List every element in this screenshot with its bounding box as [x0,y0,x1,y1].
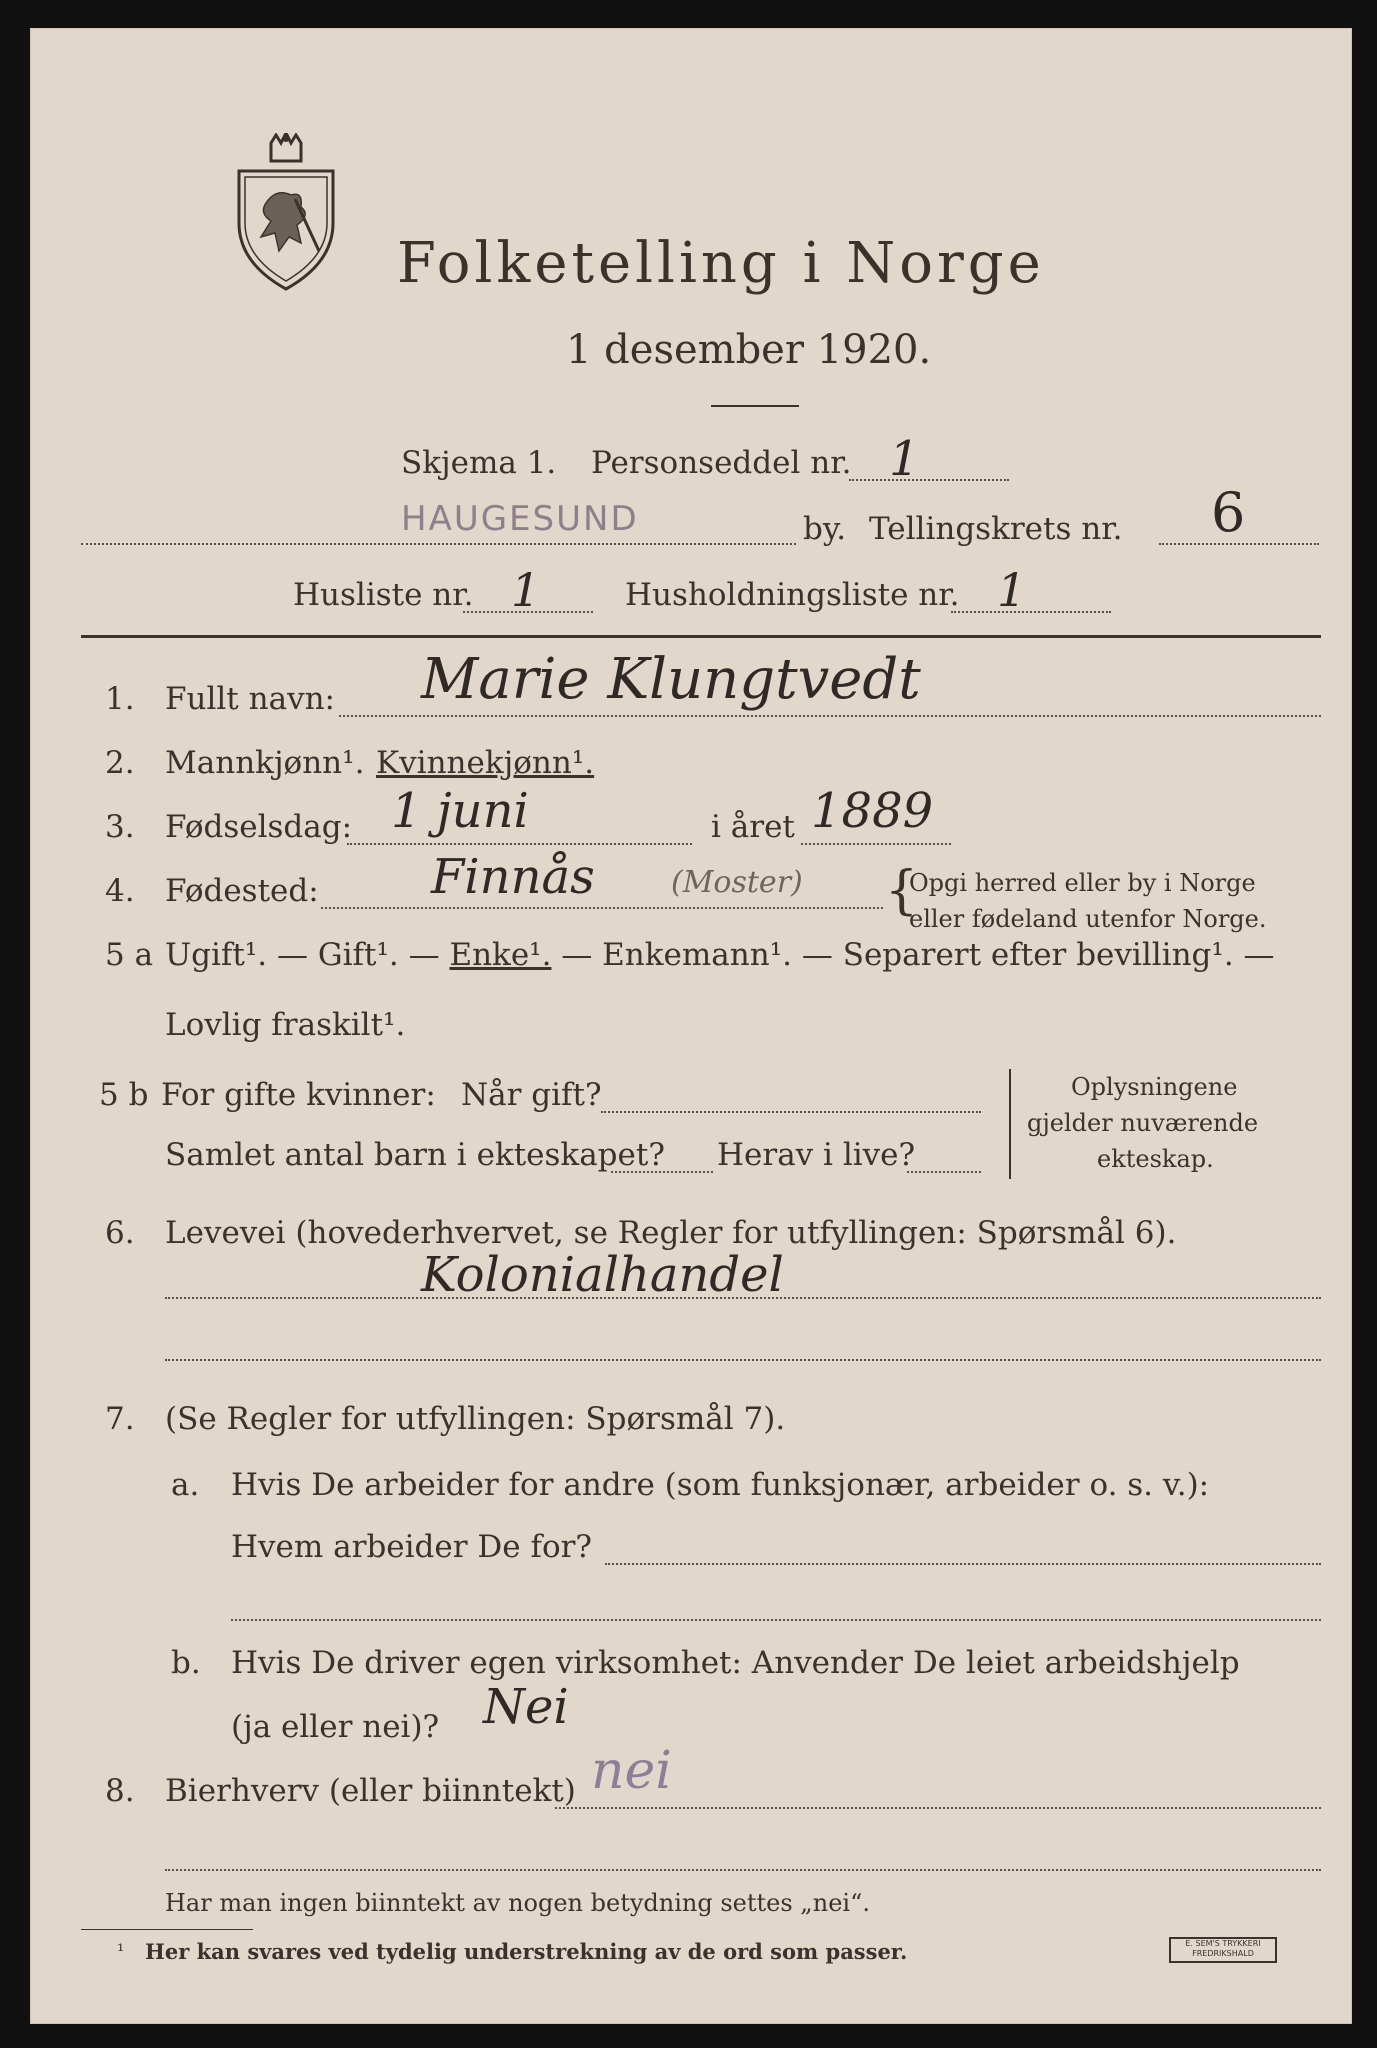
married-note-bracket [1009,1069,1011,1179]
skjema-label: Skjema 1. [401,445,557,481]
q5b-label: For gifte kvinner: [161,1077,436,1113]
herav-field[interactable] [907,1171,981,1173]
q7b-question: (ja eller nei)? [231,1709,440,1745]
enke-option[interactable]: Enke¹. [449,937,552,973]
personseddel-field[interactable] [849,479,1009,481]
separator-dash: — [276,937,308,973]
q7a-question: Hvem arbeider De for? [231,1529,593,1565]
separator-dash: — [408,937,440,973]
marital-status-line [165,937,1275,973]
samlet-barn-field[interactable] [611,1171,713,1173]
q3-number: 3. [105,809,135,845]
birthday-field[interactable] [347,843,692,845]
hired-help-value: Nei [483,1679,569,1735]
married-note-line2: gjelder nuværende [1027,1109,1259,1137]
q7-number: 7. [105,1401,135,1437]
q4-label: Fødested: [165,873,319,909]
q8-number: 8. [105,1773,135,1809]
separator-dash: — [801,937,833,973]
coat-of-arms-icon [231,133,341,293]
birthplace-hint-line2: eller fødeland utenfor Norge. [909,905,1267,933]
full-name-value: Marie Klungtvedt [421,647,921,712]
q7-label: (Se Regler for utfyllingen: Spørsmål 7). [165,1401,786,1437]
q7a-text: Hvis De arbeider for andre (som funksjonær, arbeider o. s. v.): [231,1467,1210,1503]
tellingskrets-value: 6 [1211,481,1246,544]
side-income-note: Har man ingen biinntekt av nogen betydning settes „nei“. [165,1889,870,1917]
separator-dash: — [561,937,593,973]
husholdning-value: 1 [997,563,1027,617]
footnote-divider [81,1929,253,1930]
naar-gift-label: Når gift? [461,1077,602,1113]
married-note-line1: Oplysningene [1071,1073,1238,1101]
occupation-field-2[interactable] [165,1359,1321,1361]
q7b-letter: b. [171,1645,201,1681]
q1-number: 1. [105,681,135,717]
herav-label: Herav i live? [717,1137,916,1173]
q7a-letter: a. [171,1467,200,1503]
side-income-value: nei [591,1741,672,1801]
printer-mark: E. SEM'S TRYKKERI FREDRIKSHALD [1169,1937,1277,1963]
married-note-line3: ekteskap. [1097,1145,1214,1173]
title-divider [711,405,799,407]
brace-icon: { [885,861,919,921]
birthplace-field[interactable] [321,907,883,909]
employer-field-2[interactable] [231,1619,1321,1621]
naar-gift-field[interactable] [601,1111,981,1113]
employer-field-1[interactable] [605,1563,1321,1565]
q7b-text: Hvis De driver egen virksomhet: Anvender De leiet arbeidshjelp [231,1645,1240,1681]
ugift-option[interactable]: Ugift¹. [165,937,268,973]
male-option[interactable]: Mannkjønn¹. [165,745,365,781]
footnote-text: Her kan svares ved tydelig understrekning av de ord som passer. [145,1939,908,1964]
q2-number: 2. [105,745,135,781]
side-income-field-2[interactable] [165,1869,1321,1871]
husholdning-field[interactable] [951,611,1111,613]
occupation-value: Kolonialhandel [421,1247,784,1303]
q5b-number: 5 b [99,1077,149,1113]
q8-label: Bierhverv (eller biinntekt) [165,1773,576,1809]
footnote-mark: ¹ [117,1941,125,1962]
q4-number: 4. [105,873,135,909]
personseddel-label: Personseddel nr. [591,445,852,481]
census-date: 1 desember 1920. [566,327,932,373]
full-name-field[interactable] [339,715,1321,717]
city-stamp: HAUGESUND [401,499,639,539]
fraskilt-option[interactable]: Lovlig fraskilt¹. [165,1007,406,1043]
year-label: i året [711,809,795,845]
tellingskrets-label: Tellingskrets nr. [869,511,1123,547]
enkemann-option[interactable]: Enkemann¹. [602,937,792,973]
q6-label: Levevei (hovederhvervet, se Regler for utfyllingen: Spørsmål 6). [165,1215,1177,1251]
q5a-number: 5 a [105,937,154,973]
separert-option[interactable]: Separert efter bevilling¹. [842,937,1234,973]
birthday-value: 1 juni [391,783,529,839]
birthplace-hint-line1: Opgi herred eller by i Norge [909,869,1256,897]
by-label: by. [803,511,847,547]
female-option[interactable]: Kvinnekjønn¹. [376,745,595,781]
birthplace-note: (Moster) [671,865,803,900]
birthplace-value: Finnås [431,849,595,905]
husliste-label: Husliste nr. [293,577,474,613]
gift-option[interactable]: Gift¹. [317,937,399,973]
husliste-value: 1 [511,563,541,617]
census-form [30,28,1352,2024]
birth-year-value: 1889 [811,783,934,839]
q6-number: 6. [105,1215,135,1251]
birth-year-field[interactable] [801,843,951,845]
separator-dash: — [1243,937,1275,973]
side-income-field[interactable] [555,1807,1321,1809]
city-field[interactable] [81,543,796,545]
samlet-barn-label: Samlet antal barn i ekteskapet? [165,1137,665,1173]
header-divider [81,635,1321,638]
q3-label: Fødselsdag: [165,809,353,845]
husholdning-label: Husholdningsliste nr. [625,577,960,613]
q1-label: Fullt navn: [165,681,335,717]
personseddel-value: 1 [889,431,920,487]
form-title: Folketelling i Norge [397,231,1045,296]
